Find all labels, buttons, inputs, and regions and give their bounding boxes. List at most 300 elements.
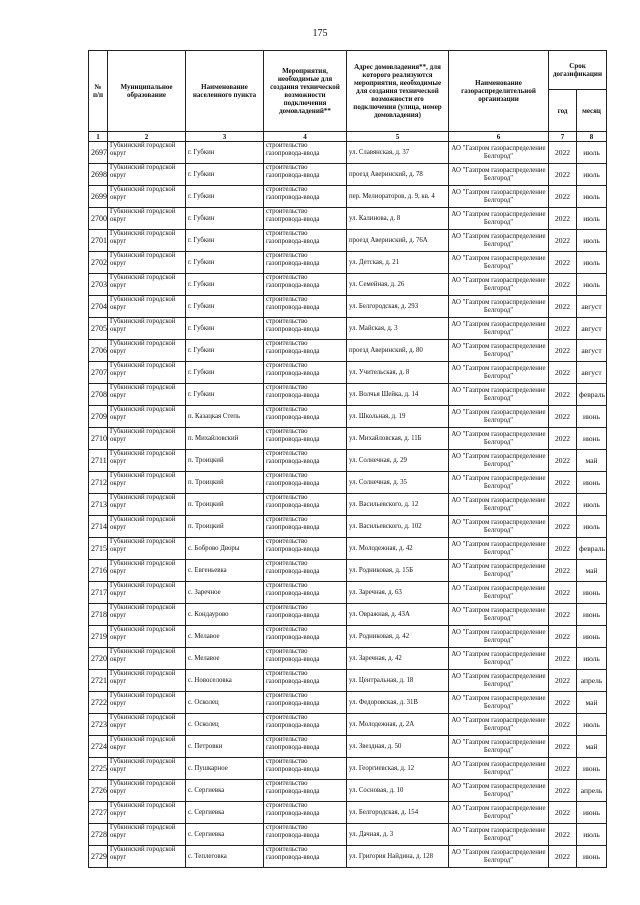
row-number: 2724 <box>89 736 108 758</box>
year-cell: 2022 <box>549 626 577 648</box>
year-cell: 2022 <box>549 780 577 802</box>
address-cell: ул. Сосновая, д. 10 <box>347 780 449 802</box>
settlement-cell: с. Сергиевка <box>186 824 264 846</box>
address-cell: ул. Белгородская, д. 154 <box>347 802 449 824</box>
month-cell: июнь <box>577 758 607 780</box>
activity-cell: строительство газопровода-ввода <box>264 626 347 648</box>
row-number: 2713 <box>89 494 108 516</box>
municipality-cell: Губкинский городской округ <box>108 318 186 340</box>
year-cell: 2022 <box>549 516 577 538</box>
municipality-cell: Губкинский городской округ <box>108 626 186 648</box>
year-cell: 2022 <box>549 252 577 274</box>
month-cell: август <box>577 340 607 362</box>
year-cell: 2022 <box>549 384 577 406</box>
activity-cell: строительство газопровода-ввода <box>264 692 347 714</box>
municipality-cell: Губкинский городской округ <box>108 714 186 736</box>
header-municipality: Муниципальное образование <box>108 51 186 132</box>
org-cell: АО "Газпром газораспределение Белгород" <box>449 274 549 296</box>
activity-cell: строительство газопровода-ввода <box>264 428 347 450</box>
month-cell: май <box>577 692 607 714</box>
municipality-cell: Губкинский городской округ <box>108 164 186 186</box>
year-cell: 2022 <box>549 692 577 714</box>
col-number: 8 <box>577 132 607 142</box>
address-cell: ул. Молодежная, д. 2А <box>347 714 449 736</box>
table-row <box>89 472 607 494</box>
activity-cell: строительство газопровода-ввода <box>264 824 347 846</box>
municipality-cell: Губкинский городской округ <box>108 560 186 582</box>
month-cell: июль <box>577 208 607 230</box>
year-cell: 2022 <box>549 824 577 846</box>
activity-cell: строительство газопровода-ввода <box>264 340 347 362</box>
month-cell: июнь <box>577 802 607 824</box>
org-cell: АО "Газпром газораспределение Белгород" <box>449 208 549 230</box>
row-number: 2729 <box>89 846 108 868</box>
settlement-cell: с. Мелавое <box>186 626 264 648</box>
month-cell: июнь <box>577 604 607 626</box>
year-cell: 2022 <box>549 648 577 670</box>
address-cell: ул. Семейная, д. 26 <box>347 274 449 296</box>
settlement-cell: с. Боброво Дворы <box>186 538 264 560</box>
col-number: 4 <box>264 132 347 142</box>
org-cell: АО "Газпром газораспределение Белгород" <box>449 296 549 318</box>
municipality-cell: Губкинский городской округ <box>108 824 186 846</box>
activity-cell: строительство газопровода-ввода <box>264 780 347 802</box>
table-row <box>89 582 607 604</box>
row-number: 2725 <box>89 758 108 780</box>
settlement-cell: г. Губкин <box>186 208 264 230</box>
address-cell: ул. Солнечная, д. 35 <box>347 472 449 494</box>
col-number: 7 <box>549 132 577 142</box>
settlement-cell: п. Троицкий <box>186 472 264 494</box>
settlement-cell: с. Пушкарное <box>186 758 264 780</box>
row-number: 2711 <box>89 450 108 472</box>
row-number: 2714 <box>89 516 108 538</box>
row-number: 2712 <box>89 472 108 494</box>
table-row <box>89 780 607 802</box>
org-cell: АО "Газпром газораспределение Белгород" <box>449 780 549 802</box>
activity-cell: строительство газопровода-ввода <box>264 670 347 692</box>
row-number: 2707 <box>89 362 108 384</box>
address-cell: ул. Георгиевская, д. 12 <box>347 758 449 780</box>
activity-cell: строительство газопровода-ввода <box>264 758 347 780</box>
month-cell: июль <box>577 494 607 516</box>
month-cell: июль <box>577 186 607 208</box>
org-cell: АО "Газпром газораспределение Белгород" <box>449 626 549 648</box>
activity-cell: строительство газопровода-ввода <box>264 560 347 582</box>
settlement-cell: п. Казацкая Степь <box>186 406 264 428</box>
table-row <box>89 824 607 846</box>
settlement-cell: с. Заречное <box>186 582 264 604</box>
month-cell: май <box>577 450 607 472</box>
address-cell: ул. Григория Найдина, д. 128 <box>347 846 449 868</box>
address-cell: ул. Овражная, д. 43А <box>347 604 449 626</box>
header-num: № п/п <box>89 51 108 132</box>
activity-cell: строительство газопровода-ввода <box>264 318 347 340</box>
org-cell: АО "Газпром газораспределение Белгород" <box>449 692 549 714</box>
month-cell: июль <box>577 714 607 736</box>
row-number: 2702 <box>89 252 108 274</box>
settlement-cell: п. Троицкий <box>186 450 264 472</box>
settlement-cell: с. Сергиевка <box>186 802 264 824</box>
row-number: 2698 <box>89 164 108 186</box>
row-number: 2721 <box>89 670 108 692</box>
address-cell: пер. Мелиораторов, д. 9, кв. 4 <box>347 186 449 208</box>
municipality-cell: Губкинский городской округ <box>108 692 186 714</box>
col-number: 1 <box>89 132 108 142</box>
settlement-cell: с. Петровки <box>186 736 264 758</box>
year-cell: 2022 <box>549 274 577 296</box>
address-cell: ул. Славянская, д. 37 <box>347 142 449 164</box>
address-cell: ул. Михайловская, д. 11Б <box>347 428 449 450</box>
org-cell: АО "Газпром газораспределение Белгород" <box>449 318 549 340</box>
row-number: 2727 <box>89 802 108 824</box>
table-row <box>89 714 607 736</box>
address-cell: проезд Аверинский, д. 76А <box>347 230 449 252</box>
settlement-cell: с. Новоселовка <box>186 670 264 692</box>
activity-cell: строительство газопровода-ввода <box>264 494 347 516</box>
municipality-cell: Губкинский городской округ <box>108 450 186 472</box>
settlement-cell: г. Губкин <box>186 296 264 318</box>
row-number: 2718 <box>89 604 108 626</box>
header-address: Адрес домовладения**, для которого реализуются мероприятия, необходимые для создания технической возможности его подключения (улица, номер домовладения) <box>347 51 449 132</box>
activity-cell: строительство газопровода-ввода <box>264 142 347 164</box>
month-cell: апрель <box>577 780 607 802</box>
month-cell: июнь <box>577 846 607 868</box>
org-cell: АО "Газпром газораспределение Белгород" <box>449 560 549 582</box>
year-cell: 2022 <box>549 736 577 758</box>
row-number: 2716 <box>89 560 108 582</box>
settlement-cell: г. Губкин <box>186 384 264 406</box>
settlement-cell: г. Губкин <box>186 230 264 252</box>
header-settlement: Наименование населенного пункта <box>186 51 264 132</box>
settlement-cell: г. Губкин <box>186 186 264 208</box>
header-org: Наименование газораспределительной организации <box>449 51 549 132</box>
year-cell: 2022 <box>549 142 577 164</box>
settlement-cell: с. Евгеньевка <box>186 560 264 582</box>
municipality-cell: Губкинский городской округ <box>108 208 186 230</box>
year-cell: 2022 <box>549 362 577 384</box>
month-cell: июнь <box>577 582 607 604</box>
municipality-cell: Губкинский городской округ <box>108 472 186 494</box>
month-cell: май <box>577 560 607 582</box>
row-number: 2699 <box>89 186 108 208</box>
municipality-cell: Губкинский городской округ <box>108 362 186 384</box>
address-cell: ул. Родниковая, д. 42 <box>347 626 449 648</box>
table-row <box>89 538 607 560</box>
municipality-cell: Губкинский городской округ <box>108 428 186 450</box>
year-cell: 2022 <box>549 846 577 868</box>
year-cell: 2022 <box>549 802 577 824</box>
table-row <box>89 560 607 582</box>
activity-cell: строительство газопровода-ввода <box>264 406 347 428</box>
org-cell: АО "Газпром газораспределение Белгород" <box>449 582 549 604</box>
municipality-cell: Губкинский городской округ <box>108 340 186 362</box>
municipality-cell: Губкинский городской округ <box>108 384 186 406</box>
year-cell: 2022 <box>549 604 577 626</box>
municipality-cell: Губкинский городской округ <box>108 296 186 318</box>
address-cell: ул. Белгородская, д. 293 <box>347 296 449 318</box>
municipality-cell: Губкинский городской округ <box>108 604 186 626</box>
activity-cell: строительство газопровода-ввода <box>264 604 347 626</box>
row-number: 2723 <box>89 714 108 736</box>
org-cell: АО "Газпром газораспределение Белгород" <box>449 384 549 406</box>
row-number: 2715 <box>89 538 108 560</box>
col-number: 5 <box>347 132 449 142</box>
org-cell: АО "Газпром газораспределение Белгород" <box>449 670 549 692</box>
settlement-cell: с. Кондауровo <box>186 604 264 626</box>
month-cell: февраль <box>577 384 607 406</box>
row-number: 2703 <box>89 274 108 296</box>
year-cell: 2022 <box>549 164 577 186</box>
activity-cell: строительство газопровода-ввода <box>264 384 347 406</box>
address-cell: ул. Федоровская, д. 31В <box>347 692 449 714</box>
activity-cell: строительство газопровода-ввода <box>264 714 347 736</box>
month-cell: июль <box>577 164 607 186</box>
activity-cell: строительство газопровода-ввода <box>264 582 347 604</box>
address-cell: ул. Солнечная, д. 29 <box>347 450 449 472</box>
table-row <box>89 230 607 252</box>
header-term: Срок догазификации <box>549 51 607 90</box>
table-row <box>89 318 607 340</box>
table-row <box>89 736 607 758</box>
table-row <box>89 428 607 450</box>
table-row <box>89 670 607 692</box>
gasification-table <box>88 50 607 868</box>
month-cell: февраль <box>577 538 607 560</box>
year-cell: 2022 <box>549 186 577 208</box>
row-number: 2717 <box>89 582 108 604</box>
activity-cell: строительство газопровода-ввода <box>264 846 347 868</box>
year-cell: 2022 <box>549 560 577 582</box>
page-number: 175 <box>312 28 328 39</box>
org-cell: АО "Газпром газораспределение Белгород" <box>449 494 549 516</box>
table-row <box>89 296 607 318</box>
table-row <box>89 846 607 868</box>
org-cell: АО "Газпром газораспределение Белгород" <box>449 648 549 670</box>
municipality-cell: Губкинский городской округ <box>108 538 186 560</box>
address-cell: ул. Васильевского, д. 12 <box>347 494 449 516</box>
settlement-cell: г. Губкин <box>186 274 264 296</box>
org-cell: АО "Газпром газораспределение Белгород" <box>449 714 549 736</box>
settlement-cell: г. Губкин <box>186 252 264 274</box>
municipality-cell: Губкинский городской округ <box>108 230 186 252</box>
row-number: 2701 <box>89 230 108 252</box>
header-activities: Мероприятия, необходимые для создания технической возможности подключения домовладений** <box>264 51 347 132</box>
municipality-cell: Губкинский городской округ <box>108 802 186 824</box>
address-cell: ул. Родниковая, д. 15Б <box>347 560 449 582</box>
year-cell: 2022 <box>549 472 577 494</box>
month-cell: август <box>577 296 607 318</box>
month-cell: июль <box>577 648 607 670</box>
settlement-cell: с. Мелавое <box>186 648 264 670</box>
row-number: 2709 <box>89 406 108 428</box>
municipality-cell: Губкинский городской округ <box>108 274 186 296</box>
org-cell: АО "Газпром газораспределение Белгород" <box>449 802 549 824</box>
address-cell: ул. Центральная, д. 18 <box>347 670 449 692</box>
municipality-cell: Губкинский городской округ <box>108 780 186 802</box>
header-year: год <box>549 90 577 132</box>
year-cell: 2022 <box>549 582 577 604</box>
settlement-cell: г. Губкин <box>186 164 264 186</box>
org-cell: АО "Газпром газораспределение Белгород" <box>449 736 549 758</box>
settlement-cell: п. Михайловский <box>186 428 264 450</box>
year-cell: 2022 <box>549 758 577 780</box>
municipality-cell: Губкинский городской округ <box>108 648 186 670</box>
municipality-cell: Губкинский городской округ <box>108 582 186 604</box>
table-row <box>89 208 607 230</box>
address-cell: ул. Майская, д. 3 <box>347 318 449 340</box>
activity-cell: строительство газопровода-ввода <box>264 648 347 670</box>
org-cell: АО "Газпром газораспределение Белгород" <box>449 186 549 208</box>
activity-cell: строительство газопровода-ввода <box>264 472 347 494</box>
month-cell: июнь <box>577 428 607 450</box>
month-cell: июнь <box>577 626 607 648</box>
org-cell: АО "Газпром газораспределение Белгород" <box>449 252 549 274</box>
municipality-cell: Губкинский городской округ <box>108 670 186 692</box>
table-row <box>89 252 607 274</box>
address-cell: ул. Дачная, д. 3 <box>347 824 449 846</box>
settlement-cell: с. Осколец <box>186 714 264 736</box>
org-cell: АО "Газпром газораспределение Белгород" <box>449 758 549 780</box>
row-number: 2704 <box>89 296 108 318</box>
address-cell: ул. Молодежная, д. 42 <box>347 538 449 560</box>
month-cell: август <box>577 362 607 384</box>
table-row <box>89 186 607 208</box>
activity-cell: строительство газопровода-ввода <box>264 274 347 296</box>
municipality-cell: Губкинский городской округ <box>108 516 186 538</box>
settlement-cell: г. Губкин <box>186 362 264 384</box>
row-number: 2705 <box>89 318 108 340</box>
activity-cell: строительство газопровода-ввода <box>264 252 347 274</box>
org-cell: АО "Газпром газораспределение Белгород" <box>449 428 549 450</box>
year-cell: 2022 <box>549 318 577 340</box>
address-cell: ул. Калинова, д. 8 <box>347 208 449 230</box>
year-cell: 2022 <box>549 340 577 362</box>
month-cell: июль <box>577 230 607 252</box>
table-row <box>89 340 607 362</box>
table-row <box>89 274 607 296</box>
row-number: 2722 <box>89 692 108 714</box>
org-cell: АО "Газпром газораспределение Белгород" <box>449 824 549 846</box>
month-cell: июнь <box>577 406 607 428</box>
municipality-cell: Губкинский городской округ <box>108 846 186 868</box>
table-row <box>89 604 607 626</box>
row-number: 2708 <box>89 384 108 406</box>
table-row <box>89 648 607 670</box>
row-number: 2710 <box>89 428 108 450</box>
year-cell: 2022 <box>549 450 577 472</box>
address-cell: ул. Детская, д. 21 <box>347 252 449 274</box>
settlement-cell: г. Губкин <box>186 142 264 164</box>
row-number: 2726 <box>89 780 108 802</box>
org-cell: АО "Газпром газораспределение Белгород" <box>449 340 549 362</box>
table-row <box>89 450 607 472</box>
month-cell: июль <box>577 274 607 296</box>
year-cell: 2022 <box>549 428 577 450</box>
year-cell: 2022 <box>549 538 577 560</box>
table-row <box>89 758 607 780</box>
municipality-cell: Губкинский городской округ <box>108 252 186 274</box>
address-cell: проезд Аверинский, д. 80 <box>347 340 449 362</box>
org-cell: АО "Газпром газораспределение Белгород" <box>449 846 549 868</box>
settlement-cell: г. Губкин <box>186 340 264 362</box>
row-number: 2728 <box>89 824 108 846</box>
col-number: 3 <box>186 132 264 142</box>
table-row <box>89 142 607 164</box>
table-row <box>89 692 607 714</box>
header-month: месяц <box>577 90 607 132</box>
month-cell: июль <box>577 252 607 274</box>
activity-cell: строительство газопровода-ввода <box>264 296 347 318</box>
address-cell: ул. Звездная, д. 50 <box>347 736 449 758</box>
address-cell: ул. Васильевского, д. 102 <box>347 516 449 538</box>
settlement-cell: г. Губкин <box>186 318 264 340</box>
municipality-cell: Губкинский городской округ <box>108 142 186 164</box>
table-row <box>89 384 607 406</box>
table-row <box>89 626 607 648</box>
activity-cell: строительство газопровода-ввода <box>264 802 347 824</box>
year-cell: 2022 <box>549 714 577 736</box>
col-number: 6 <box>449 132 549 142</box>
org-cell: АО "Газпром газораспределение Белгород" <box>449 472 549 494</box>
year-cell: 2022 <box>549 230 577 252</box>
settlement-cell: п. Троицкий <box>186 516 264 538</box>
municipality-cell: Губкинский городской округ <box>108 758 186 780</box>
org-cell: АО "Газпром газораспределение Белгород" <box>449 406 549 428</box>
row-number: 2720 <box>89 648 108 670</box>
table-row <box>89 802 607 824</box>
municipality-cell: Губкинский городской округ <box>108 186 186 208</box>
year-cell: 2022 <box>549 296 577 318</box>
activity-cell: строительство газопровода-ввода <box>264 362 347 384</box>
activity-cell: строительство газопровода-ввода <box>264 164 347 186</box>
row-number: 2700 <box>89 208 108 230</box>
settlement-cell: с. Сергиевка <box>186 780 264 802</box>
municipality-cell: Губкинский городской округ <box>108 494 186 516</box>
col-number: 2 <box>108 132 186 142</box>
month-cell: август <box>577 318 607 340</box>
table-row <box>89 164 607 186</box>
municipality-cell: Губкинский городской округ <box>108 406 186 428</box>
settlement-cell: с. Осколец <box>186 692 264 714</box>
org-cell: АО "Газпром газораспределение Белгород" <box>449 142 549 164</box>
month-cell: июнь <box>577 472 607 494</box>
address-cell: ул. Заречная, д. 63 <box>347 582 449 604</box>
activity-cell: строительство газопровода-ввода <box>264 538 347 560</box>
settlement-cell: с. Теплеговка <box>186 846 264 868</box>
settlement-cell: п. Троицкий <box>186 494 264 516</box>
row-number: 2706 <box>89 340 108 362</box>
org-cell: АО "Газпром газораспределение Белгород" <box>449 516 549 538</box>
activity-cell: строительство газопровода-ввода <box>264 450 347 472</box>
address-cell: ул. Учительская, д. 8 <box>347 362 449 384</box>
org-cell: АО "Газпром газораспределение Белгород" <box>449 604 549 626</box>
row-number: 2697 <box>89 142 108 164</box>
address-cell: ул. Школьная, д. 19 <box>347 406 449 428</box>
month-cell: июль <box>577 516 607 538</box>
month-cell: май <box>577 736 607 758</box>
address-cell: проезд Аверинский, д. 78 <box>347 164 449 186</box>
activity-cell: строительство газопровода-ввода <box>264 516 347 538</box>
year-cell: 2022 <box>549 670 577 692</box>
year-cell: 2022 <box>549 494 577 516</box>
org-cell: АО "Газпром газораспределение Белгород" <box>449 362 549 384</box>
table-row <box>89 406 607 428</box>
org-cell: АО "Газпром газораспределение Белгород" <box>449 538 549 560</box>
table-row <box>89 516 607 538</box>
table-row <box>89 362 607 384</box>
org-cell: АО "Газпром газораспределение Белгород" <box>449 450 549 472</box>
